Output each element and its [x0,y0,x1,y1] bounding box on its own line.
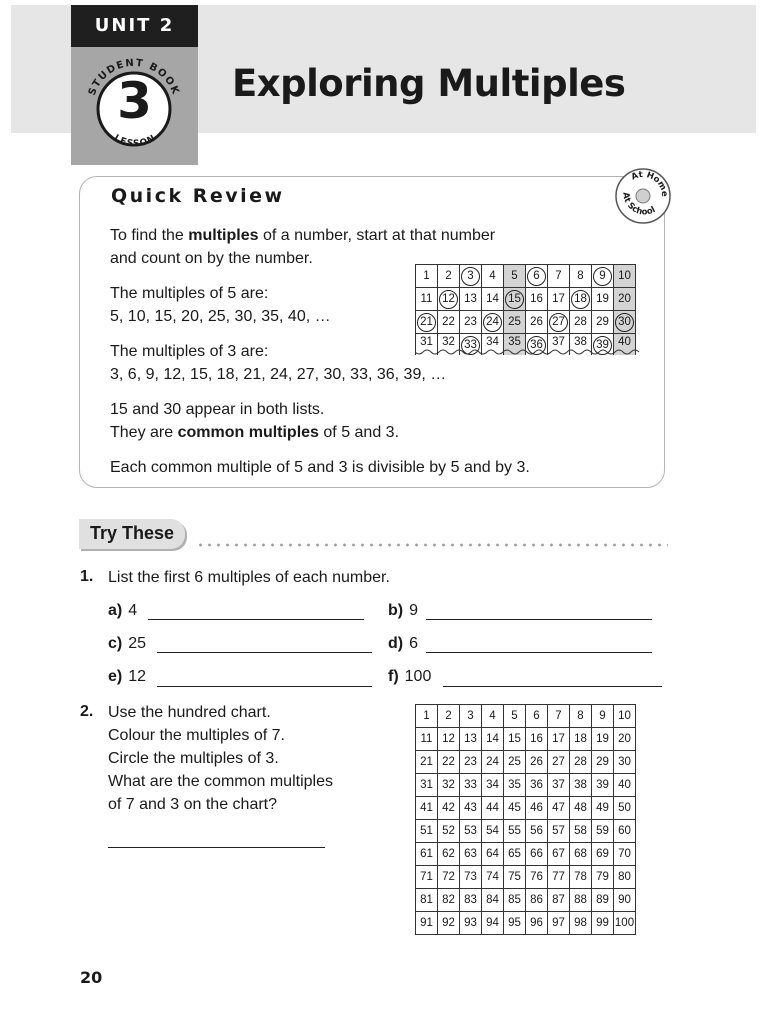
hundred-chart-cell[interactable]: 38 [570,774,592,797]
hundred-chart-cell[interactable]: 43 [460,797,482,820]
hundred-chart-cell[interactable]: 40 [614,774,636,797]
hundred-chart-cell[interactable]: 68 [570,843,592,866]
mini-chart-cell: 10 [614,265,636,288]
answer-e-line[interactable] [157,686,372,687]
question-1-number: 1. [80,568,94,585]
circled-number: 9 [593,267,612,286]
hundred-chart-cell[interactable]: 74 [482,866,504,889]
hundred-chart-cell[interactable]: 44 [482,797,504,820]
mini-hundred-chart [415,264,636,355]
hundred-chart-cell[interactable]: 81 [416,889,438,912]
mini-chart-cell: 19 [592,288,614,311]
circled-number: 39 [593,336,612,355]
circled-number: 3 [461,267,480,286]
mini-chart-cell [614,311,636,334]
hundred-chart-cell[interactable]: 4 [482,705,504,728]
mini-chart-cell [460,265,482,288]
mini-chart-cell: 26 [526,311,548,334]
hundred-chart-cell[interactable]: 5 [504,705,526,728]
mini-chart-cell: 40 [614,334,636,356]
hundred-chart-cell[interactable]: 72 [438,866,460,889]
part-e: e) 12 [108,668,147,685]
mini-chart-cell: 38 [570,334,592,356]
hundred-chart-cell[interactable]: 77 [548,866,570,889]
answer-q2-line[interactable] [108,847,325,848]
home-badge-top-text: At Home [629,169,670,198]
circled-number: 21 [417,313,436,332]
lesson-badge [71,5,198,165]
mini-chart-cell: 5 [504,265,526,288]
hundred-chart-cell[interactable]: 20 [614,728,636,751]
mini-chart-cell: 13 [460,288,482,311]
mini-chart-cell: 11 [416,288,438,311]
hundred-chart-cell[interactable]: 32 [438,774,460,797]
answer-d-line[interactable] [426,652,652,653]
hundred-chart-cell[interactable]: 39 [592,774,614,797]
circled-number: 6 [527,267,546,286]
hundred-chart-cell[interactable]: 18 [570,728,592,751]
hundred-chart-cell[interactable]: 79 [592,866,614,889]
home-badge-bottom-text: At School [620,191,658,218]
mini-chart-cell [548,311,570,334]
hundred-chart-cell[interactable]: 70 [614,843,636,866]
hundred-chart-cell[interactable]: 93 [460,912,482,935]
hundred-chart-cell[interactable]: 88 [570,889,592,912]
part-f: f) 100 [388,668,432,685]
hundred-chart-cell[interactable]: 64 [482,843,504,866]
mini-chart-cell: 37 [548,334,570,356]
circled-number: 18 [571,290,590,309]
hundred-chart-cell[interactable]: 59 [592,820,614,843]
hundred-chart-cell[interactable]: 67 [548,843,570,866]
mini-chart-cell: 29 [592,311,614,334]
circled-number: 27 [549,313,568,332]
torn-edge [415,349,641,357]
hundred-chart-cell[interactable]: 1 [416,705,438,728]
mini-chart-cell: 20 [614,288,636,311]
hundred-chart-cell[interactable]: 65 [504,843,526,866]
hundred-chart-cell[interactable]: 92 [438,912,460,935]
question-1-prompt: List the first 6 multiples of each number. [108,569,390,586]
mini-chart-cell: 23 [460,311,482,334]
mini-chart-cell: 7 [548,265,570,288]
hundred-chart-cell[interactable]: 51 [416,820,438,843]
hundred-chart-cell[interactable]: 99 [592,912,614,935]
hundred-chart-cell[interactable]: 31 [416,774,438,797]
hundred-chart-cell[interactable]: 36 [526,774,548,797]
hundred-chart-cell[interactable]: 9 [592,705,614,728]
hundred-chart-cell[interactable]: 58 [570,820,592,843]
mini-chart-cell [416,311,438,334]
hundred-chart-cell[interactable]: 98 [570,912,592,935]
part-d: d) 6 [388,635,419,652]
hundred-chart-cell[interactable]: 11 [416,728,438,751]
answer-f-line[interactable] [443,686,662,687]
hundred-chart-cell[interactable]: 95 [504,912,526,935]
hundred-chart-cell[interactable]: 76 [526,866,548,889]
multiples-of-5-block: The multiples of 5 are: 5, 10, 15, 20, 25, 30, 35, 40, … [110,285,331,325]
hundred-chart-cell[interactable]: 97 [548,912,570,935]
hundred-chart-cell[interactable]: 24 [482,751,504,774]
answer-a-line[interactable] [148,619,364,620]
hundred-chart-cell[interactable]: 6 [526,705,548,728]
hundred-chart-cell[interactable]: 12 [438,728,460,751]
circled-number: 15 [505,290,524,309]
hundred-chart-cell[interactable]: 78 [570,866,592,889]
hundred-chart-cell[interactable]: 100 [614,912,636,935]
hundred-chart-cell[interactable]: 29 [592,751,614,774]
hundred-chart-cell[interactable]: 89 [592,889,614,912]
hundred-chart-cell[interactable]: 19 [592,728,614,751]
multiples-of-3-block: The multiples of 3 are: 3, 6, 9, 12, 15, 18, 21, 24, 27, 30, 33, 36, 39, … [110,343,447,383]
hundred-chart-cell[interactable]: 62 [438,843,460,866]
circled-number: 12 [439,290,458,309]
hundred-chart-cell[interactable]: 87 [548,889,570,912]
unit-label: UNIT 2 [71,5,198,47]
mini-chart-cell [526,265,548,288]
hundred-chart-cell[interactable]: 42 [438,797,460,820]
hundred-chart-cell[interactable]: 8 [570,705,592,728]
hundred-chart-cell[interactable]: 47 [548,797,570,820]
mini-chart-cell: 32 [438,334,460,356]
hundred-chart-cell[interactable]: 46 [526,797,548,820]
hundred-chart-cell[interactable]: 45 [504,797,526,820]
badge-bottom-text: LESSON [111,133,158,150]
mini-chart-cell: 16 [526,288,548,311]
mini-chart-cell: 35 [504,334,526,356]
hundred-chart-cell[interactable]: 25 [504,751,526,774]
hundred-chart-cell[interactable]: 21 [416,751,438,774]
circled-number: 24 [483,313,502,332]
hundred-chart-cell[interactable]: 30 [614,751,636,774]
hundred-chart-cell[interactable]: 15 [504,728,526,751]
hundred-chart-cell[interactable]: 27 [548,751,570,774]
hundred-chart-cell[interactable]: 3 [460,705,482,728]
hundred-chart-cell[interactable]: 96 [526,912,548,935]
hundred-chart-cell[interactable]: 61 [416,843,438,866]
hundred-chart-cell[interactable]: 80 [614,866,636,889]
hundred-chart-cell[interactable]: 86 [526,889,548,912]
hundred-chart-cell[interactable]: 56 [526,820,548,843]
mini-chart-cell: 2 [438,265,460,288]
hundred-chart-cell[interactable]: 82 [438,889,460,912]
at-home-at-school-icon [612,165,674,227]
common-multiples-term: common multiples [177,424,319,441]
hundred-chart-cell[interactable]: 69 [592,843,614,866]
hundred-chart-cell[interactable]: 84 [482,889,504,912]
mini-chart-cell: 17 [548,288,570,311]
hundred-chart-cell[interactable]: 55 [504,820,526,843]
hundred-chart-cell[interactable]: 33 [460,774,482,797]
quick-review-heading: Quick Review [111,185,285,207]
hundred-chart [415,704,636,935]
mini-chart-cell: 14 [482,288,504,311]
page-title: Exploring Multiples [232,62,626,105]
mini-chart-cell: 34 [482,334,504,356]
mini-chart-cell [592,265,614,288]
hundred-chart-cell[interactable]: 41 [416,797,438,820]
hundred-chart-cell[interactable]: 48 [570,797,592,820]
mini-chart-cell: 8 [570,265,592,288]
hundred-chart-cell[interactable]: 13 [460,728,482,751]
part-c: c) 25 [108,635,147,652]
circled-number: 33 [461,336,480,355]
hundred-chart-cell[interactable]: 16 [526,728,548,751]
question-2-number: 2. [80,703,94,720]
hundred-chart-cell[interactable]: 35 [504,774,526,797]
mini-chart-cell [482,311,504,334]
try-these-label: Try These [90,523,175,543]
hundred-chart-cell[interactable]: 7 [548,705,570,728]
hundred-chart-cell[interactable]: 63 [460,843,482,866]
hundred-chart-cell[interactable]: 83 [460,889,482,912]
hundred-chart-cell[interactable]: 37 [548,774,570,797]
answer-b-line[interactable] [426,619,652,620]
hundred-chart-cell[interactable]: 71 [416,866,438,889]
hundred-chart-cell[interactable]: 90 [614,889,636,912]
hundred-chart-cell[interactable]: 75 [504,866,526,889]
circled-number: 36 [527,336,546,355]
hundred-chart-cell[interactable]: 22 [438,751,460,774]
mini-chart-cell: 31 [416,334,438,356]
mini-chart-cell: 28 [570,311,592,334]
hundred-chart-cell[interactable]: 53 [460,820,482,843]
hundred-chart-cell[interactable]: 28 [570,751,592,774]
page-number: 20 [80,968,103,987]
hundred-chart-cell[interactable]: 10 [614,705,636,728]
hundred-chart-cell[interactable]: 73 [460,866,482,889]
hundred-chart-cell[interactable]: 85 [504,889,526,912]
mini-chart-cell [570,288,592,311]
dotted-divider [196,543,668,547]
hundred-chart-cell[interactable]: 52 [438,820,460,843]
hundred-chart-cell[interactable]: 54 [482,820,504,843]
mini-chart-cell: 1 [416,265,438,288]
divisible-note: Each common multiple of 5 and 3 is divisible by 5 and by 3. [110,459,530,476]
hundred-chart-cell[interactable]: 14 [482,728,504,751]
hundred-chart-cell[interactable]: 57 [548,820,570,843]
common-multiples-block: 15 and 30 appear in both lists. They are common multiples of 5 and 3. [110,401,400,441]
answer-c-line[interactable] [157,652,372,653]
hundred-chart-cell[interactable]: 60 [614,820,636,843]
mini-chart-cell: 22 [438,311,460,334]
hundred-chart-cell[interactable]: 91 [416,912,438,935]
hundred-chart-cell[interactable]: 2 [438,705,460,728]
part-b: b) 9 [388,602,419,619]
hundred-chart-cell[interactable]: 17 [548,728,570,751]
hundred-chart-cell[interactable]: 50 [614,797,636,820]
hundred-chart-cell[interactable]: 34 [482,774,504,797]
hundred-chart-cell[interactable]: 49 [592,797,614,820]
hundred-chart-cell[interactable]: 94 [482,912,504,935]
mini-chart-cell [438,288,460,311]
intro-paragraph: To find the multiples of a number, start at that number and count on by the number. [110,227,496,267]
mini-chart-cell: 4 [482,265,504,288]
hundred-chart-cell[interactable]: 23 [460,751,482,774]
multiples-term: multiples [188,227,259,244]
hundred-chart-cell[interactable]: 66 [526,843,548,866]
mini-chart-cell: 25 [504,311,526,334]
question-2-text: Use the hundred chart. Colour the multiples of 7. Circle the multiples of 3. What are the common multiples of 7 and 3 on the chart? [108,704,333,813]
badge-top-text: STUDENT BOOK [86,57,182,98]
mini-chart-cell [504,288,526,311]
part-a: a) 4 [108,602,138,619]
lesson-number: 3 [117,72,152,130]
hundred-chart-cell[interactable]: 26 [526,751,548,774]
circled-number: 30 [615,313,634,332]
